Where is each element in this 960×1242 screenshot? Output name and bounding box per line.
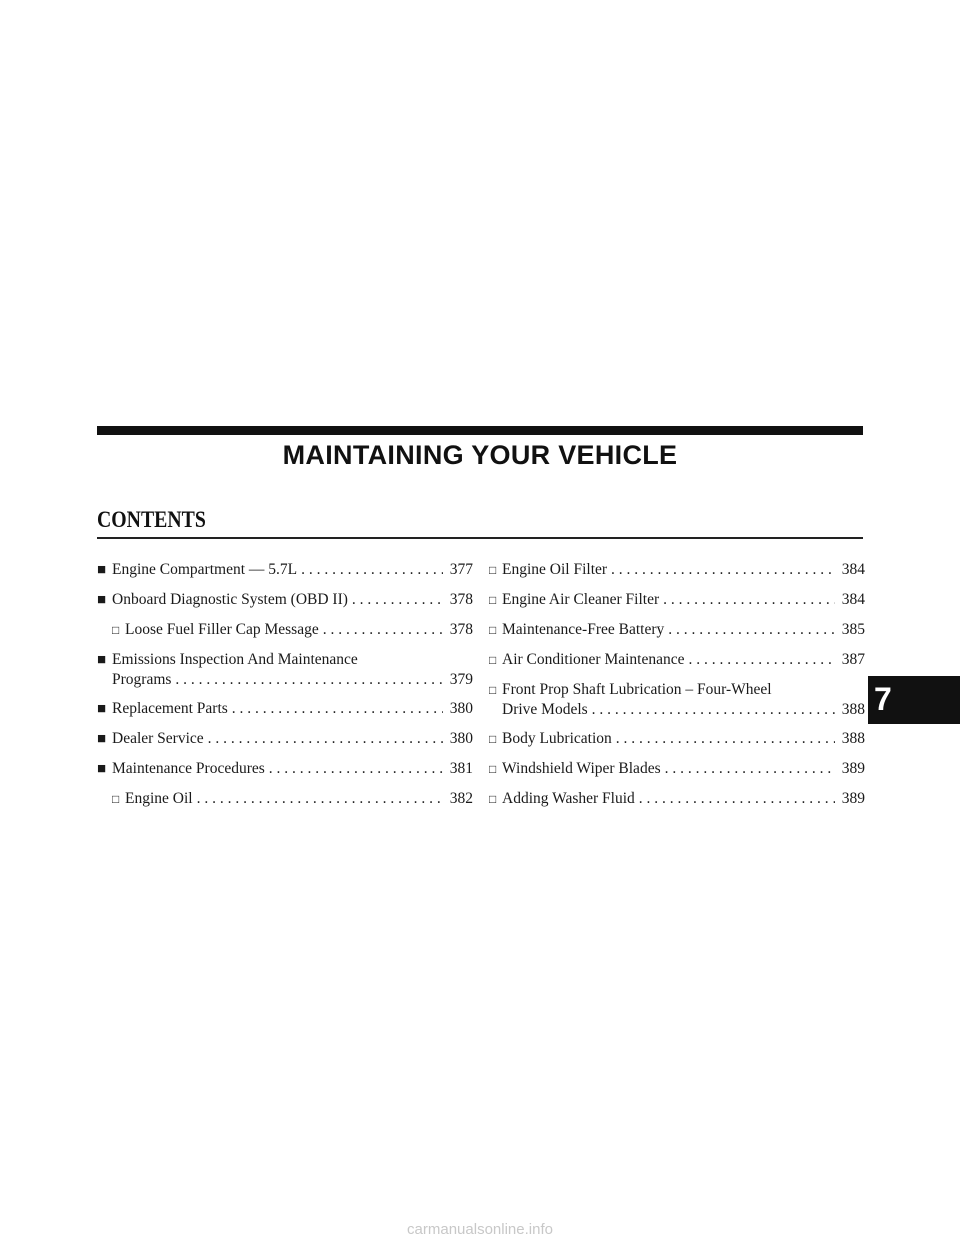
- hollow-square-icon: □: [489, 683, 497, 697]
- dot-leader: [232, 699, 443, 718]
- toc-entry[interactable]: [97, 699, 473, 719]
- filled-square-icon: ■: [97, 652, 107, 668]
- toc-entry-label: Adding Washer Fluid: [502, 790, 635, 807]
- toc-entry-page: 380: [449, 730, 473, 747]
- toc-entry-page: 387: [841, 651, 865, 668]
- toc-entry-page: 378: [449, 621, 473, 638]
- dot-leader: [639, 789, 835, 808]
- toc-entry-label: Onboard Diagnostic System (OBD II): [112, 591, 348, 608]
- toc-entry-label: Maintenance Procedures: [112, 760, 265, 777]
- dot-leader: [197, 789, 443, 808]
- dot-leader: [208, 729, 443, 748]
- dot-leader: [689, 650, 835, 669]
- toc-entry[interactable]: [97, 590, 473, 610]
- contents-heading: CONTENTS: [97, 507, 206, 532]
- toc-entry-label: Engine Oil: [125, 790, 193, 807]
- hollow-square-icon: □: [489, 762, 497, 776]
- toc-entry-label: Body Lubrication: [502, 730, 612, 747]
- dot-leader: [323, 620, 443, 639]
- toc-entry[interactable]: [489, 729, 865, 749]
- hollow-square-icon: □: [489, 792, 497, 806]
- toc-entry-page: 377: [449, 561, 473, 578]
- toc-entry-page: 380: [449, 700, 473, 717]
- hollow-square-icon: □: [489, 732, 497, 746]
- toc-entry-label: Replacement Parts: [112, 700, 228, 717]
- filled-square-icon: ■: [97, 562, 107, 578]
- contents-right-column: [489, 560, 865, 819]
- toc-entry[interactable]: [489, 620, 865, 640]
- hollow-square-icon: □: [489, 653, 497, 667]
- filled-square-icon: ■: [97, 701, 107, 717]
- dot-leader: [616, 729, 835, 748]
- toc-entry-page: 385: [841, 621, 865, 638]
- toc-entry[interactable]: [97, 789, 473, 809]
- toc-entry-page: 384: [841, 561, 865, 578]
- dot-leader: [668, 620, 835, 639]
- hollow-square-icon: □: [489, 623, 497, 637]
- toc-entry[interactable]: [489, 650, 865, 670]
- toc-entry[interactable]: [97, 729, 473, 749]
- chapter-title: MAINTAINING YOUR VEHICLE: [282, 440, 678, 470]
- contents-divider: [97, 537, 863, 539]
- toc-entry-page: 389: [841, 790, 865, 807]
- toc-entry-page: 389: [841, 760, 865, 777]
- toc-entry[interactable]: [489, 680, 865, 719]
- toc-entry[interactable]: [97, 650, 473, 689]
- toc-entry-label: Engine Oil Filter: [502, 561, 608, 578]
- dot-leader: [301, 560, 443, 579]
- dot-leader: [663, 590, 835, 609]
- toc-entry-label: Maintenance-Free Battery: [502, 621, 665, 638]
- toc-entry-page: 384: [841, 591, 865, 608]
- toc-entry-label: Emissions Inspection And Maintenance: [112, 651, 358, 668]
- toc-entry[interactable]: [97, 620, 473, 640]
- toc-entry[interactable]: [489, 590, 865, 610]
- toc-entry-label: Dealer Service: [112, 730, 204, 747]
- filled-square-icon: ■: [97, 761, 107, 777]
- dot-leader: [665, 759, 835, 778]
- chapter-top-rule: [97, 426, 863, 435]
- toc-entry-label-continued: Programs: [112, 671, 172, 688]
- toc-entry-label: Front Prop Shaft Lubrication – Four-Wheel: [502, 681, 772, 698]
- filled-square-icon: ■: [97, 592, 107, 608]
- contents-left-column: [97, 560, 473, 819]
- chapter-tab-number: 7: [874, 681, 892, 717]
- hollow-square-icon: □: [489, 563, 497, 577]
- chapter-tab[interactable]: [868, 676, 960, 724]
- toc-entry[interactable]: [97, 560, 473, 580]
- dot-leader: [611, 560, 835, 579]
- toc-entry-label: Air Conditioner Maintenance: [502, 651, 685, 668]
- toc-entry-page: 388: [841, 730, 865, 747]
- toc-entry-label: Windshield Wiper Blades: [502, 760, 661, 777]
- toc-entry[interactable]: [489, 560, 865, 580]
- toc-entry-label: Engine Air Cleaner Filter: [502, 591, 660, 608]
- filled-square-icon: ■: [97, 731, 107, 747]
- dot-leader: [269, 759, 443, 778]
- toc-entry-page: 388: [841, 701, 865, 718]
- toc-entry-label-continued: Drive Models: [502, 701, 588, 718]
- hollow-square-icon: □: [489, 593, 497, 607]
- watermark: carmanualsonline.info: [407, 1221, 553, 1238]
- toc-entry-page: 379: [449, 671, 473, 688]
- toc-entry[interactable]: [489, 759, 865, 779]
- toc-entry[interactable]: [97, 759, 473, 779]
- hollow-square-icon: □: [112, 623, 120, 637]
- toc-entry[interactable]: [489, 789, 865, 809]
- toc-entry-page: 382: [449, 790, 473, 807]
- toc-entry-page: 378: [449, 591, 473, 608]
- dot-leader: [175, 670, 443, 689]
- dot-leader: [352, 590, 443, 609]
- toc-entry-label: Engine Compartment — 5.7L: [112, 561, 298, 578]
- toc-entry-page: 381: [449, 760, 473, 777]
- toc-entry-label: Loose Fuel Filler Cap Message: [125, 621, 319, 638]
- dot-leader: [592, 700, 835, 719]
- hollow-square-icon: □: [112, 792, 120, 806]
